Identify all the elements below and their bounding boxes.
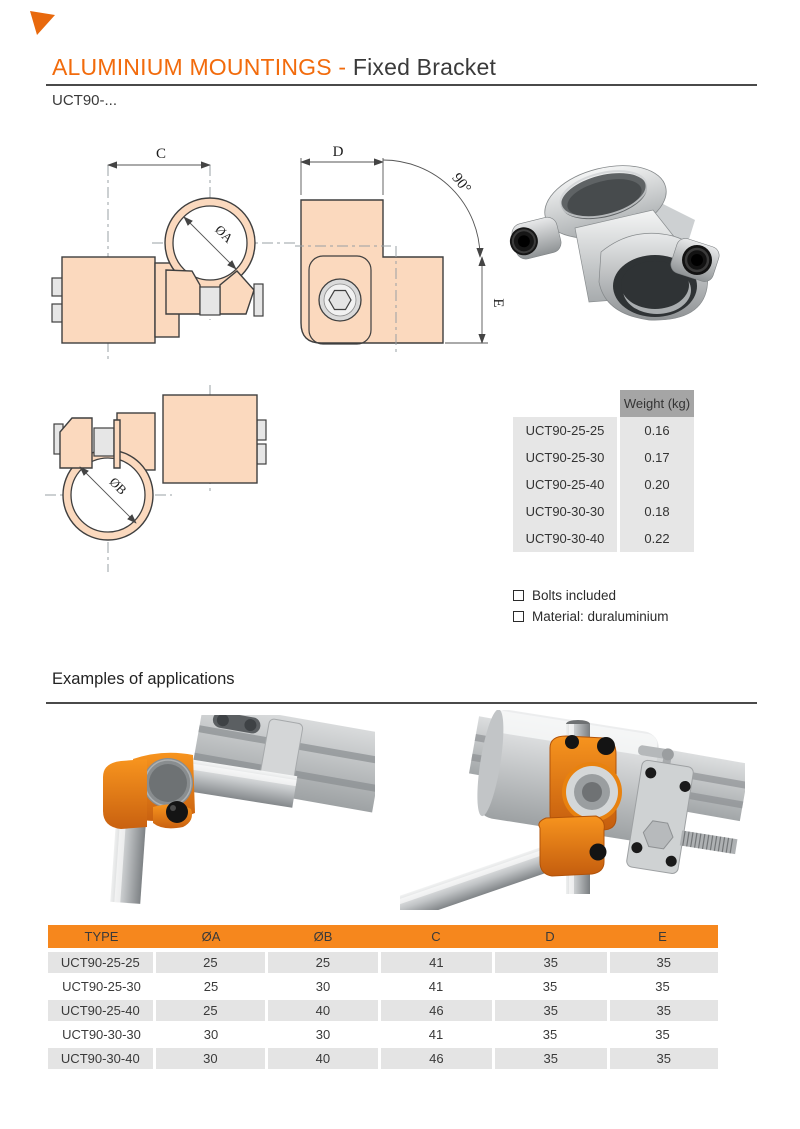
weight-table-header: Weight (kg) [620, 390, 694, 417]
page-title-accent: ALUMINIUM MOUNTINGS - [52, 54, 347, 80]
spec-cell: 40 [265, 1048, 378, 1069]
angle-label-90: 90° [448, 170, 474, 197]
spec-cell: 30 [315, 979, 331, 994]
weight-row-type: UCT90-25-25 [525, 423, 605, 438]
spec-table-row [48, 1024, 718, 1045]
weight-row-value: 0.22 [644, 531, 670, 546]
spec-cell: UCT90-30-40 [60, 1051, 140, 1066]
feature-label: Bolts included [532, 588, 617, 603]
checkbox-icon [513, 590, 524, 601]
spec-cell: 35 [655, 1027, 670, 1042]
spec-col-header: ØA [201, 929, 221, 944]
spec-cell: 25 [203, 979, 219, 994]
weight-row-type: UCT90-30-30 [525, 504, 605, 519]
spec-table [48, 925, 718, 1072]
feature-item [513, 606, 669, 627]
spec-table-header-row [48, 925, 718, 948]
clamp-screw [166, 801, 188, 823]
weight-row-value: 0.16 [644, 423, 670, 438]
weight-row-value: 0.20 [644, 477, 670, 492]
spec-cell: 25 [265, 952, 378, 973]
logo-triangle-icon [29, 9, 57, 37]
spec-table-row [48, 976, 718, 997]
spec-cell: 35 [492, 1000, 606, 1021]
spec-cell: 41 [378, 952, 492, 973]
spec-cell: UCT90-25-40 [60, 1003, 140, 1018]
technical-drawing-front-view [40, 140, 300, 365]
spec-cell: 41 [428, 979, 444, 994]
weight-row-type: UCT90-25-40 [525, 477, 605, 492]
spec-cell: 30 [153, 1048, 266, 1069]
spec-cell: 30 [315, 1027, 331, 1042]
threaded-rod [680, 831, 738, 855]
technical-drawing-side-view [295, 140, 510, 365]
spec-cell: 35 [492, 1048, 606, 1069]
weight-row-type: UCT90-25-30 [525, 450, 605, 465]
technical-drawing-bottom-view [30, 380, 290, 580]
spec-cell: 35 [542, 1027, 558, 1042]
spec-col-header: E [658, 929, 667, 944]
examples-divider [46, 702, 757, 704]
weight-row-value: 0.17 [644, 450, 670, 465]
product-code: UCT90-... [52, 92, 118, 109]
spec-table-row [48, 952, 718, 973]
spec-col-header: C [431, 929, 441, 944]
page-title [52, 54, 496, 81]
spec-cell: 35 [607, 952, 719, 973]
spec-col-header: ØB [313, 929, 333, 944]
application-image-1 [75, 715, 375, 905]
spec-cell: 40 [265, 1000, 378, 1021]
product-3d-render [505, 140, 720, 330]
spec-cell: 30 [203, 1027, 219, 1042]
spec-cell: 46 [378, 1000, 492, 1021]
dia-label-a: ØA [212, 221, 237, 246]
dia-label-b: ØB [106, 474, 130, 498]
spec-cell: 35 [607, 1000, 719, 1021]
dim-label-d: D [332, 144, 344, 160]
spec-cell: 35 [607, 1048, 719, 1069]
weight-table-types [513, 417, 617, 552]
clamp-screw [590, 844, 607, 861]
spec-cell: 35 [492, 952, 606, 973]
spec-cell: 25 [153, 952, 266, 973]
spec-cell: 46 [378, 1048, 492, 1069]
spec-cell: UCT90-25-30 [62, 979, 141, 994]
dim-label-e: E [490, 298, 506, 308]
dim-label-c: C [156, 146, 167, 162]
feature-item [513, 585, 669, 606]
checkbox-icon [513, 611, 524, 622]
spec-cell: UCT90-25-25 [60, 955, 140, 970]
spec-cell: 35 [542, 979, 558, 994]
left-clamp-screw [506, 215, 563, 262]
application-image-2 [400, 710, 745, 910]
weight-table-values [620, 417, 694, 552]
spec-col-header: D [545, 929, 555, 944]
section-heading-examples: Examples of applications [52, 670, 235, 688]
spec-cell: 41 [428, 1027, 444, 1042]
weight-row-value: 0.18 [644, 504, 670, 519]
title-divider [46, 84, 757, 86]
spec-table-row [48, 1000, 718, 1021]
spec-col-header: TYPE [84, 929, 119, 944]
feature-label: Material: duraluminium [532, 609, 669, 624]
spec-cell: 25 [153, 1000, 266, 1021]
spec-cell: 35 [655, 979, 670, 994]
spec-table-row [48, 1048, 718, 1069]
spec-cell: UCT90-30-30 [62, 1027, 141, 1042]
weight-row-type: UCT90-30-40 [525, 531, 605, 546]
page-title-rest: Fixed Bracket [346, 54, 497, 80]
feature-list [513, 585, 669, 627]
bracket-clamp-ring [103, 759, 147, 829]
